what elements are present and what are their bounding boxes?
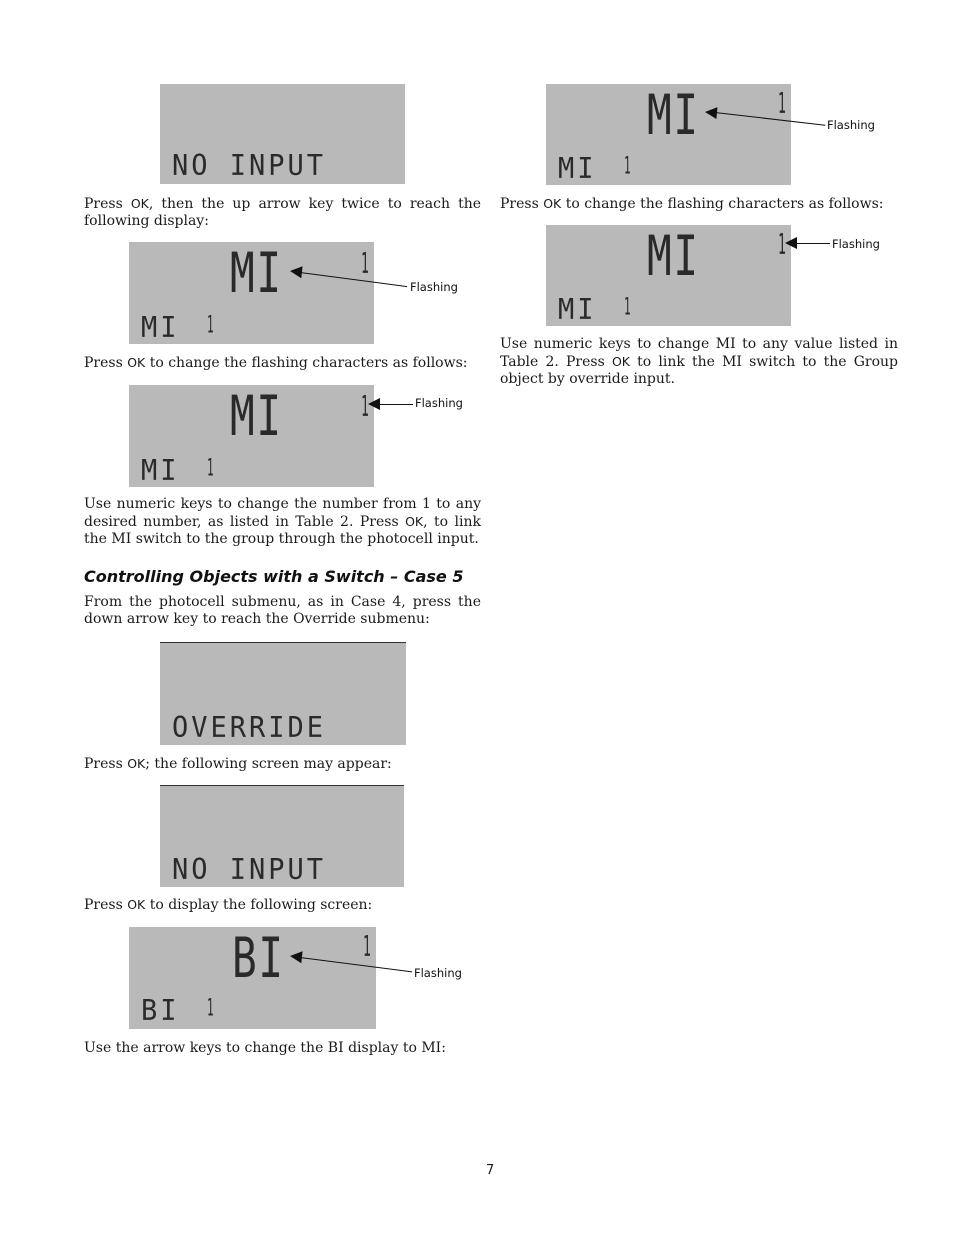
flashing-callout: Flashing	[414, 966, 462, 980]
lcd-sub-number: 1	[207, 454, 214, 483]
lcd-sub-text: MI	[141, 311, 180, 345]
lcd-screen-no-input-2	[160, 785, 404, 887]
lcd-sub-text: MI	[558, 152, 597, 186]
lcd-number: 1	[363, 930, 371, 964]
lcd-text: OVERRIDE	[172, 711, 327, 745]
flashing-callout: Flashing	[827, 118, 875, 132]
paragraph: Press OK to change the flashing characters as follows:	[84, 355, 468, 371]
lcd-screen-mi-2	[129, 385, 374, 487]
paragraph: Press OK to change the flashing characters as follows:	[500, 196, 884, 212]
lcd-sub-number: 1	[624, 293, 631, 322]
lcd-number: 1	[778, 228, 786, 262]
section-heading: Controlling Objects with a Switch – Case 5	[84, 567, 464, 586]
lcd-main-text: MI	[647, 224, 700, 289]
lcd-sub-number: 1	[207, 994, 214, 1023]
lcd-number: 1	[778, 87, 786, 121]
lcd-main-text: MI	[230, 384, 283, 449]
paragraph: Use numeric keys to change MI to any value listed in Table 2. Press OK to link the MI switch to the Group object by override input.	[500, 336, 898, 387]
lcd-sub-text: BI	[141, 994, 180, 1028]
lcd-main-text: MI	[647, 83, 700, 148]
ok-key-label: OK	[405, 514, 424, 529]
lcd-main-text: BI	[232, 926, 285, 991]
lcd-screen-override	[160, 642, 406, 745]
paragraph: Use numeric keys to change the number from 1 to any desired number, as listed in Table 2. Press OK, to link the MI switch to the group through the photocell input.	[84, 496, 481, 547]
flashing-callout: Flashing	[410, 280, 458, 294]
paragraph: Press OK, then the up arrow key twice to reach the following display:	[84, 196, 481, 229]
ok-key-label: OK	[543, 196, 562, 211]
paragraph: Press OK to display the following screen:	[84, 897, 373, 913]
lcd-sub-number: 1	[207, 311, 214, 340]
lcd-screen-mi-4	[546, 225, 791, 326]
leader-line	[795, 243, 830, 244]
paragraph: Use the arrow keys to change the BI display to MI:	[84, 1040, 446, 1056]
lcd-main-text: MI	[230, 241, 283, 306]
page-number: 7	[486, 1163, 495, 1178]
lcd-text: NO INPUT	[172, 853, 327, 887]
lcd-sub-text: MI	[558, 293, 597, 327]
flashing-callout: Flashing	[832, 237, 880, 251]
ok-key-label: OK	[127, 355, 146, 370]
flashing-callout: Flashing	[415, 396, 463, 410]
ok-key-label: OK	[127, 897, 146, 912]
ok-key-label: OK	[130, 196, 149, 211]
lcd-text: NO INPUT	[172, 149, 327, 183]
leader-line	[378, 404, 413, 405]
paragraph: Press OK; the following screen may appear:	[84, 756, 392, 772]
ok-key-label: OK	[611, 354, 630, 369]
paragraph: From the photocell submenu, as in Case 4, press the down arrow key to reach the Override submenu:	[84, 594, 481, 627]
ok-key-label: OK	[127, 756, 146, 771]
lcd-sub-text: MI	[141, 454, 180, 488]
lcd-sub-number: 1	[624, 152, 631, 181]
lcd-number: 1	[361, 390, 369, 424]
lcd-number: 1	[361, 247, 369, 281]
lcd-screen-mi-3	[546, 84, 791, 185]
lcd-screen-bi	[129, 927, 376, 1029]
lcd-screen-no-input-1	[160, 84, 405, 184]
lcd-screen-mi-1	[129, 242, 374, 344]
